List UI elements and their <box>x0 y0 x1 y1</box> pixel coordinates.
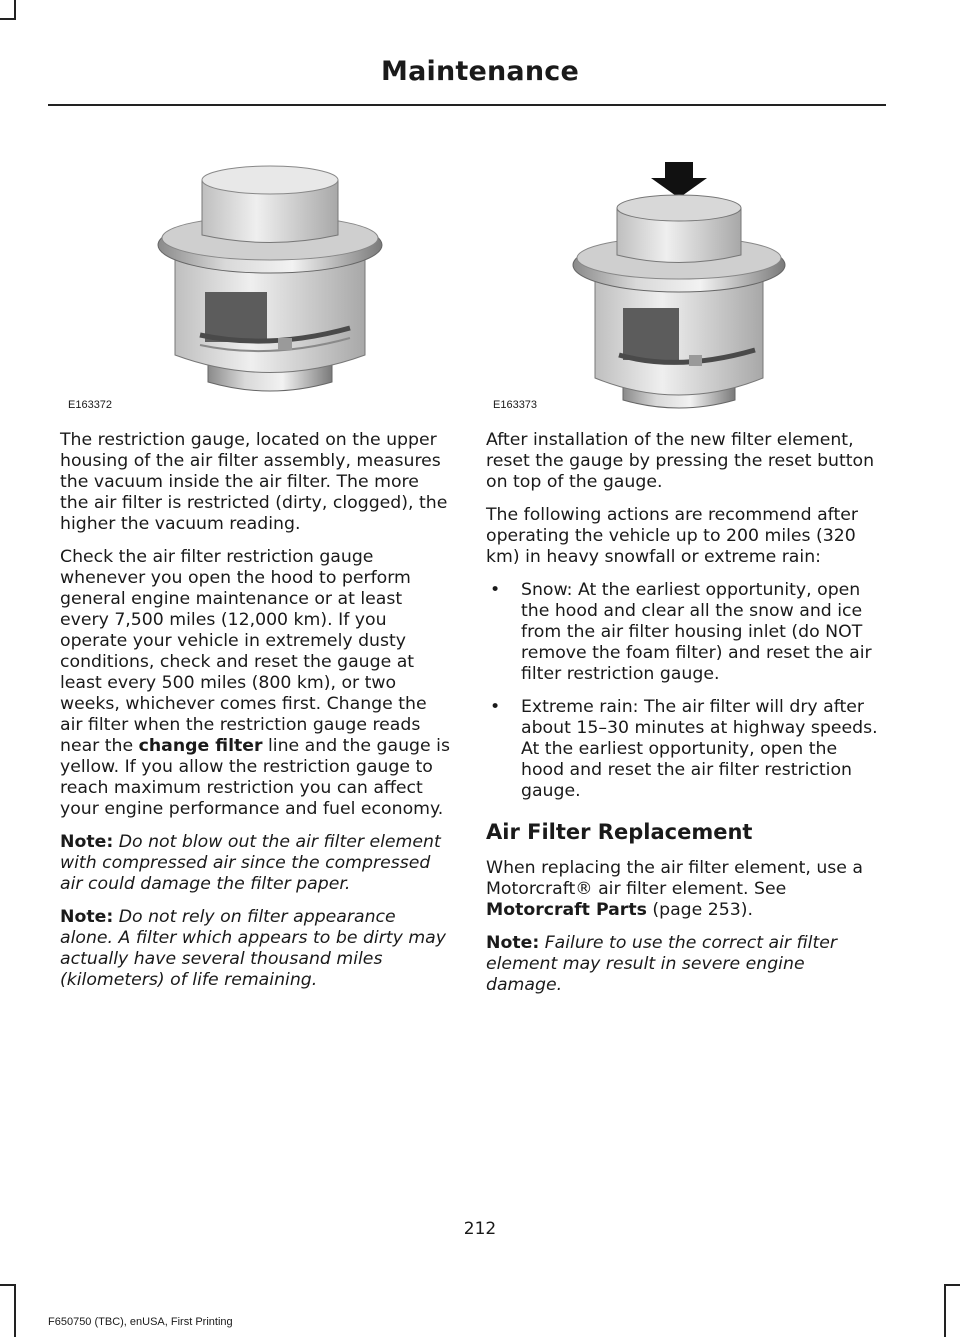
text-run: (page 253). <box>646 900 753 920</box>
restriction-gauge-illustration <box>60 150 460 415</box>
bullet-list <box>486 580 882 802</box>
paragraph: The following actions are recommend after operating the vehicle up to 200 miles (320 km) in heavy snowfall or extreme rain: <box>486 505 858 567</box>
bullet-icon: • <box>490 697 501 717</box>
page-title: Maintenance <box>381 56 579 87</box>
left-column <box>60 430 450 1003</box>
list-item-text: Extreme rain: The air filter will dry after about 15–30 minutes at highway speeds. At the earliest opportunity, open the hood and reset the air filter restriction gauge. <box>521 697 878 801</box>
change-filter-term: change filter <box>138 736 263 756</box>
note-text: Do not rely on filter appearance alone. A filter which appears to be dirty may actually have several thousand miles (kilometers) of life remaining. <box>60 907 446 990</box>
crop-mark <box>14 1284 16 1337</box>
note <box>486 933 882 996</box>
header-divider <box>48 104 886 106</box>
note <box>60 907 450 991</box>
figure-code: E163373 <box>493 399 538 411</box>
figure-restriction-gauge <box>60 150 460 415</box>
page-number: 212 <box>463 1219 497 1239</box>
crop-mark <box>944 1284 960 1286</box>
down-arrow-icon <box>651 162 707 198</box>
paragraph <box>60 547 450 820</box>
right-column <box>486 430 882 1008</box>
list-item-text: Snow: At the earliest opportunity, open the hood and clear all the snow and ice from the air filter housing inlet (do NOT remove the foam filter) and reset the air filter restriction gauge. <box>521 580 872 684</box>
crop-mark <box>0 18 16 20</box>
note-text: Do not blow out the air filter element with compressed air since the compressed air could damage the filter paper. <box>60 832 441 894</box>
note-label: Note: <box>60 907 114 927</box>
list-item <box>486 697 882 802</box>
crop-mark <box>14 0 16 20</box>
list-item <box>486 580 882 685</box>
paragraph: After installation of the new filter element, reset the gauge by pressing the reset button on top of the gauge. <box>486 430 875 492</box>
figure-reset-button <box>485 150 885 415</box>
text-run: Check the air filter restriction gauge whenever you open the hood to perform general engine maintenance or at least every 7,500 miles (12,000 km). If you operate your vehicle in extremely dusty conditions, check and reset the gauge at least every 500 miles (800 km), or two weeks, whichever comes first. Change the air filter when the restriction gauge reads near the <box>60 547 427 756</box>
note-text: Failure to use the correct air filter element may result in severe engine damage. <box>486 933 837 995</box>
footer-text: F650750 (TBC), enUSA, First Printing <box>48 1316 233 1328</box>
section-heading: Air Filter Replacement <box>486 820 753 844</box>
reset-gauge-illustration <box>485 150 885 415</box>
crop-mark <box>944 1284 946 1337</box>
paragraph <box>486 858 882 921</box>
paragraph: The restriction gauge, located on the upper housing of the air filter assembly, measures the vacuum inside the air filter. The more the air filter is restricted (dirty, clogged), the higher the vacuum reading. <box>60 430 448 534</box>
motorcraft-parts-link[interactable]: Motorcraft Parts <box>486 900 647 920</box>
text-run: When replacing the air filter element, use a Motorcraft® air filter element. See <box>486 858 864 899</box>
figure-code: E163372 <box>68 399 113 411</box>
note-label: Note: <box>486 933 540 953</box>
note-label: Note: <box>60 832 114 852</box>
text-run: line and the gauge is yellow. If you allow the restriction gauge to reach maximum restriction you can affect your engine performance and fuel economy. <box>60 736 450 819</box>
bullet-icon: • <box>490 580 501 600</box>
crop-mark <box>0 1284 16 1286</box>
note <box>60 832 450 895</box>
